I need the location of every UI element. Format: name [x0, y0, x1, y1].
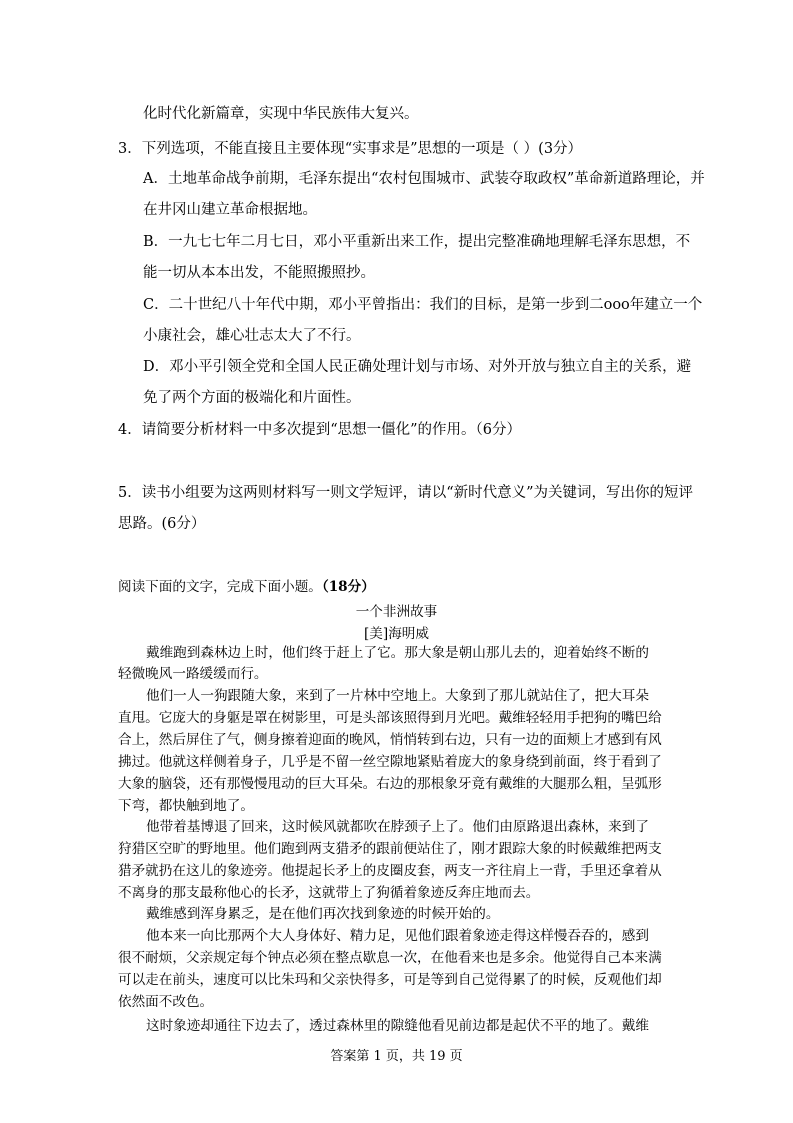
- story-line: 他带着基博退了回来，这时候风就都吹在脖颈子上了。他们由原路退出森林，来到了: [146, 819, 649, 835]
- intro-tail-line: 化时代化新篇章，实现中华民族伟大复兴。: [143, 106, 419, 122]
- question-3-option-b-line-2: 能一切从本本出发，不能照搬照抄。: [143, 265, 375, 281]
- story-author: [美]海明威: [364, 626, 429, 642]
- story-line: 他本来一向比那两个大人身体好、精力足，见他们跟着象迹走得这样慢吞吞的，感到: [146, 928, 649, 944]
- question-3-option-a-line-2: 在井冈山建立革命根据地。: [143, 202, 317, 218]
- story-line: 这时象迹却通往下边去了，透过森林里的隙缝他看见前边都是起伏不平的地了。戴维: [146, 1018, 649, 1034]
- story-line: 下弯，都快触到地了。: [118, 798, 254, 814]
- story-line: 不离身的那支最称他心的长矛，这就带上了狗循着象迹反奔庄地而去。: [118, 885, 540, 901]
- reading-instruction-text: 阅读下面的文字，完成下面小题。: [118, 579, 322, 595]
- story-line: 大象的脑袋，还有那慢慢甩动的巨大耳朵。右边的那根象牙竟有戴维的大腿那么粗，呈弧形: [118, 776, 662, 792]
- story-line: 猎矛就扔在这儿的象迹旁。他提起长矛上的皮圈皮套，两支一齐往肩上一背，手里还拿着从: [118, 863, 662, 879]
- story-line: 轻微晚风一路缓缓而行。: [118, 666, 268, 682]
- question-3-option-b-line-1: B．一九七七年二月七日，邓小平重新出来工作，提出完整准确地理解毛泽东思想，不: [143, 234, 691, 250]
- reading-instruction: [118, 575, 375, 595]
- story-line: 狩猎区空旷的野地里。他们跑到两支猎矛的跟前便站住了，刚才跟踪大象的时候戴维把两支: [118, 841, 662, 857]
- question-3-option-c-line-2: 小康社会，雄心壮志太大了不行。: [143, 328, 361, 344]
- reading-score: （18分）: [321, 579, 375, 595]
- story-line: 依然面不改色。: [118, 994, 214, 1010]
- story-line: 他们一人一狗跟随大象，来到了一片林中空地上。大象到了那儿就站住了，把大耳朵: [146, 688, 649, 704]
- question-4: 4．请简要分析材料一中多次提到“思想一僵化”的作用。（6分）: [118, 422, 522, 438]
- story-line: 戴维跑到森林边上时，他们终于赶上了它。那大象是朝山那儿去的，迎着始终不断的: [146, 645, 649, 661]
- question-5-line-1: 5．读书小组要为这两则材料写一则文学短评，请以“新时代意义”为关键词，写出你的短评: [118, 485, 694, 501]
- story-line: 可以走在前头，速度可以比朱玛和父亲快得多，可是等到自己觉得累了的时候，反观他们却: [118, 972, 662, 988]
- story-line: 拂过。他就这样侧着身子，几乎是不留一丝空隙地紧贴着庞大的象身绕到前面，终于看到了: [118, 754, 662, 770]
- question-3-stem: 3．下列选项，不能直接且主要体现“实事求是”思想的一项是（ ）(3分）: [118, 141, 583, 157]
- page-footer: 答案第 1 页，共 19 页: [330, 1049, 463, 1064]
- question-3-option-d-line-2: 免了两个方面的极端化和片面性。: [143, 390, 361, 406]
- story-line: 合上，然后屏住了气，侧身擦着迎面的晚风，悄悄转到右边，只有一边的面颊上才感到有风: [118, 732, 662, 748]
- question-3-option-c-line-1: C．二十世纪八十年代中期，邓小平曾指出：我们的目标，是第一步到二ooo年建立一个: [143, 297, 703, 313]
- story-line: 很不耐烦，父亲规定每个钟点必须在整点歇息一次，在他看来也是多余。他觉得自己本来满: [118, 950, 662, 966]
- story-line: 直甩。它庞大的身躯是罩在树影里，可是头部该照得到月光吧。戴维轻轻用手把狗的嘴巴给: [118, 710, 662, 726]
- question-3-option-d-line-1: D．邓小平引领全党和全国人民正确处理计划与市场、对外开放与独立自主的关系，避: [143, 359, 692, 375]
- story-title: 一个非洲故事: [355, 604, 438, 620]
- question-3-option-a-line-1: A．土地革命战争前期，毛泽东提出“农村包围城市、武装夺取政权”革命新道路理论，并: [143, 171, 705, 187]
- story-line: 戴维感到浑身累乏，是在他们再次找到象迹的时候开始的。: [146, 906, 500, 922]
- question-5-line-2: 思路。(6分）: [118, 516, 206, 532]
